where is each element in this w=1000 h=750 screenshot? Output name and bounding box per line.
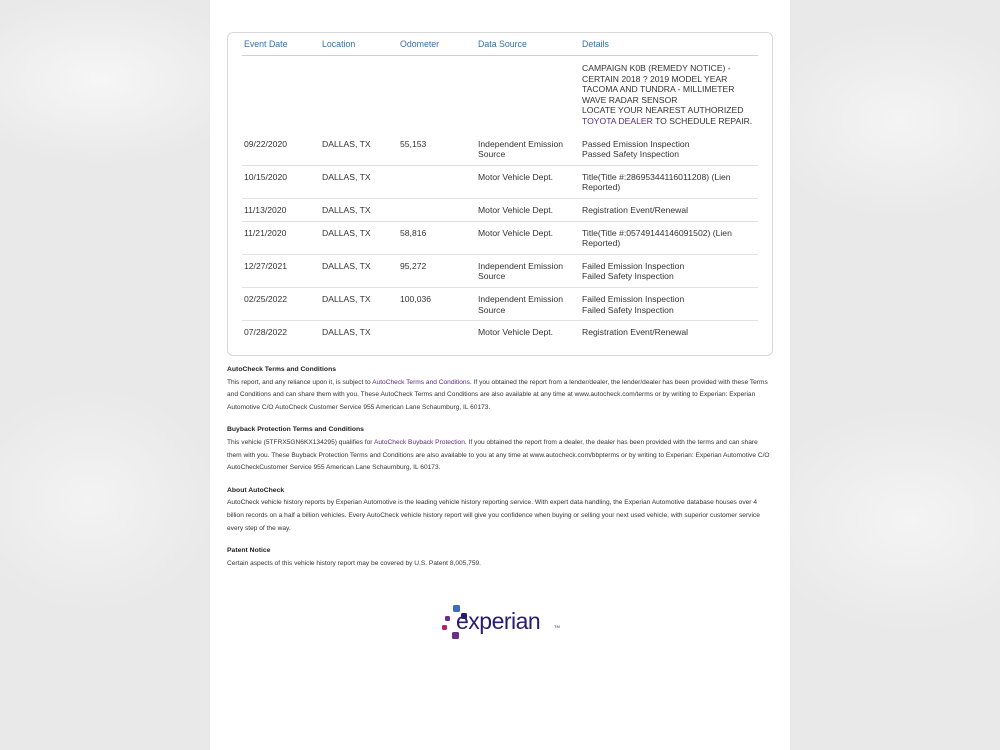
history-table xyxy=(242,33,758,343)
table-row xyxy=(242,221,758,254)
cell-details xyxy=(580,287,758,320)
cell-odometer: 58,816 xyxy=(398,221,476,254)
cell-location xyxy=(320,56,398,133)
cell-source: Motor Vehicle Dept. xyxy=(476,165,580,198)
cell-source: Independent Emission Source xyxy=(476,287,580,320)
detail-line: Registration Event/Renewal xyxy=(582,327,689,338)
patent-text: Certain aspects of this vehicle history report may be covered by U.S. Patent 8,005,759. xyxy=(227,559,481,567)
history-table-card xyxy=(227,32,773,356)
terms-text-post: . If you obtained the report from a lender/dealer, the lender/dealer has been provided with these Terms and Conditions and can share them with you. These AutoCheck Terms and Conditions are also available at any time at www.autocheck.com/terms or by writing to Experian: Experian Automotive C/O AutoCheck Customer Service 955 American Lane Schaumburg, IL 60173. xyxy=(227,378,768,411)
cell-date: 09/22/2020 xyxy=(242,133,320,166)
cell-details xyxy=(580,221,758,254)
terms-text xyxy=(227,377,773,415)
buyback-title: Buyback Protection Terms and Conditions xyxy=(227,426,364,434)
about-section xyxy=(227,485,773,535)
table-row xyxy=(242,165,758,198)
toyota-dealer-link[interactable]: TOYOTA DEALER xyxy=(582,115,653,126)
header-odometer[interactable]: Odometer xyxy=(398,33,476,56)
cell-source: Independent Emission Source xyxy=(476,133,580,166)
cell-odometer xyxy=(398,165,476,198)
cell-details xyxy=(580,321,758,343)
cell-location: DALLAS, TX xyxy=(320,254,398,287)
cell-date: 02/25/2022 xyxy=(242,287,320,320)
table-row xyxy=(242,254,758,287)
header-event-date[interactable]: Event Date xyxy=(242,33,320,56)
cell-details xyxy=(580,56,758,133)
detail-line: CAMPAIGN K0B (REMEDY NOTICE) - xyxy=(582,63,731,73)
experian-logo xyxy=(442,604,562,644)
cell-odometer xyxy=(398,56,476,133)
report-page xyxy=(210,0,790,750)
logo-dot xyxy=(445,616,450,621)
table-rows xyxy=(242,133,758,343)
cell-date: 10/15/2020 xyxy=(242,165,320,198)
buyback-text-pre: This vehicle (5TFRX5GN6KX134295) qualifies for xyxy=(227,438,374,446)
header-details[interactable]: Details xyxy=(580,33,758,56)
cell-location: DALLAS, TX xyxy=(320,287,398,320)
table-row xyxy=(242,198,758,221)
detail-line: Registration Event/Renewal xyxy=(582,204,689,215)
terms-section xyxy=(227,364,773,414)
table-row xyxy=(242,321,758,343)
about-title: About AutoCheck xyxy=(227,486,285,494)
buyback-text xyxy=(227,437,773,475)
detail-line xyxy=(582,116,758,127)
buyback-link[interactable]: AutoCheck Buyback Protection xyxy=(373,438,465,446)
cell-odometer: 95,272 xyxy=(398,254,476,287)
cell-details xyxy=(580,133,758,166)
header-location[interactable]: Location xyxy=(320,33,398,56)
cell-odometer: 55,153 xyxy=(398,133,476,166)
cell-location: DALLAS, TX xyxy=(322,327,371,338)
cell-date: 11/21/2020 xyxy=(242,221,320,254)
cell-date: 11/13/2020 xyxy=(242,198,320,221)
detail-line: Passed Safety Inspection xyxy=(582,149,679,160)
terms-text-pre: This report, and any reliance upon it, is subject to xyxy=(227,378,373,386)
detail-line: Failed Safety Inspection xyxy=(582,271,674,282)
cell-details xyxy=(580,254,758,287)
cell-source: Motor Vehicle Dept. xyxy=(476,221,580,254)
cell-odometer: 100,036 xyxy=(398,287,476,320)
terms-link[interactable]: AutoCheck Terms and Conditions xyxy=(372,378,470,386)
detail-line: CERTAIN 2018 ? 2019 MODEL YEAR xyxy=(582,73,728,84)
detail-line: WAVE RADAR SENSOR xyxy=(582,94,678,105)
cell-location: DALLAS, TX xyxy=(320,221,398,254)
detail-suffix: TO SCHEDULE REPAIR. xyxy=(652,115,753,126)
detail-line: Passed Emission Inspection xyxy=(582,138,690,149)
cell-date: 07/28/2022 xyxy=(244,327,288,338)
detail-line: TACOMA AND TUNDRA - MILLIMETER xyxy=(582,84,735,95)
cell-location: DALLAS, TX xyxy=(320,133,398,166)
cell-details xyxy=(580,198,758,221)
detail-line: Title(Title #:05749144146091502) (Lien Reported) xyxy=(582,227,732,249)
logo-wordmark: experian xyxy=(456,608,541,634)
buyback-section xyxy=(227,424,773,474)
logo-tm: TM xyxy=(554,624,560,629)
table-row-campaign xyxy=(242,56,758,133)
logo-dot xyxy=(442,625,447,630)
buyback-text-post: . If you obtained the report from a dealer, the dealer has been provided with the terms and can share them with you. These Buyback Protection Terms and Conditions are also available to you at any time at www.autocheck.com/bbpterms or by writing to Experian: Experian Automotive C/O AutoCheckCustomer Service 955 American Lane Schaumburg, IL 60173. xyxy=(227,438,770,472)
detail-line: Failed Emission Inspection xyxy=(582,260,685,271)
cell-date xyxy=(242,56,320,133)
cell-location: DALLAS, TX xyxy=(320,165,398,198)
cell-date: 12/27/2021 xyxy=(242,254,320,287)
cell-source: Motor Vehicle Dept. xyxy=(476,198,580,221)
about-text: AutoCheck vehicle history reports by Experian Automotive is the leading vehicle history reporting service. With expert data handling, the Experian Automotive database houses over 4 billion records on a half a billion vehicles. Every AutoCheck vehicle history report will give you confidence when buying or selling your next used vehicle, with superior customer service every step of the way. xyxy=(227,499,760,532)
notices xyxy=(227,364,773,580)
cell-source: Independent Emission Source xyxy=(476,254,580,287)
table-row xyxy=(242,287,758,320)
table-header-row xyxy=(242,33,758,56)
cell-location: DALLAS, TX xyxy=(320,198,398,221)
detail-line: Failed Safety Inspection xyxy=(582,304,674,315)
patent-section xyxy=(227,545,773,570)
detail-line: Failed Emission Inspection xyxy=(582,293,685,304)
detail-line: LOCATE YOUR NEAREST AUTHORIZED xyxy=(582,105,744,116)
table-row xyxy=(242,133,758,166)
cell-source: Motor Vehicle Dept. xyxy=(478,327,553,338)
patent-title: Patent Notice xyxy=(227,547,271,555)
header-data-source[interactable]: Data Source xyxy=(476,33,580,56)
cell-details xyxy=(580,165,758,198)
detail-line: Title(Title #:28695344116011208) (Lien Reported) xyxy=(582,171,731,193)
cell-odometer xyxy=(398,198,476,221)
cell-source xyxy=(476,56,580,133)
terms-title: AutoCheck Terms and Conditions xyxy=(227,366,337,373)
cell-odometer xyxy=(398,321,476,343)
